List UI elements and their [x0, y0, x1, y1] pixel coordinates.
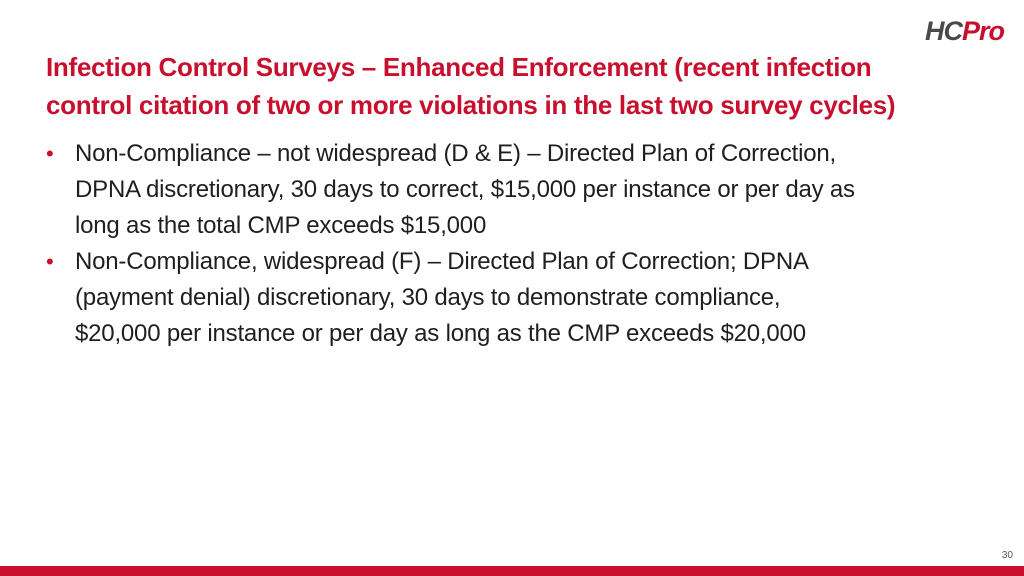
title-line-2: control citation of two or more violations in the last two survey cycles) [46, 90, 896, 120]
bullet-item-widespread [46, 244, 996, 352]
bullet-dot-icon: • [46, 249, 54, 274]
bullet-text-line: long as the total CMP exceeds $15,000 [75, 212, 487, 239]
bullet-text-line: (payment denial) discretionary, 30 days to demonstrate compliance, [75, 284, 781, 311]
logo-text-hc: HC [924, 16, 962, 46]
bullet-dot-icon: • [46, 141, 54, 166]
hcpro-logo [925, 16, 1004, 46]
bullet-text-line: $20,000 per instance or per day as long as the CMP exceeds $20,000 [75, 320, 806, 347]
bullet-list [46, 136, 996, 352]
slide-title [46, 48, 966, 124]
page-number: 30 [1001, 550, 1013, 561]
bullet-item-not-widespread [46, 136, 996, 244]
title-line-1: Infection Control Surveys – Enhanced Enforcement (recent infection [46, 52, 872, 82]
bullet-text-line: DPNA discretionary, 30 days to correct, $15,000 per instance or per day as [75, 176, 855, 203]
bullet-text-line: Non-Compliance – not widespread (D & E) – Directed Plan of Correction, [75, 140, 837, 167]
logo-text-pro: Pro [961, 16, 1004, 46]
bottom-accent-bar [0, 566, 1024, 576]
bullet-text-line: Non-Compliance, widespread (F) – Directed Plan of Correction; DPNA [75, 248, 809, 275]
